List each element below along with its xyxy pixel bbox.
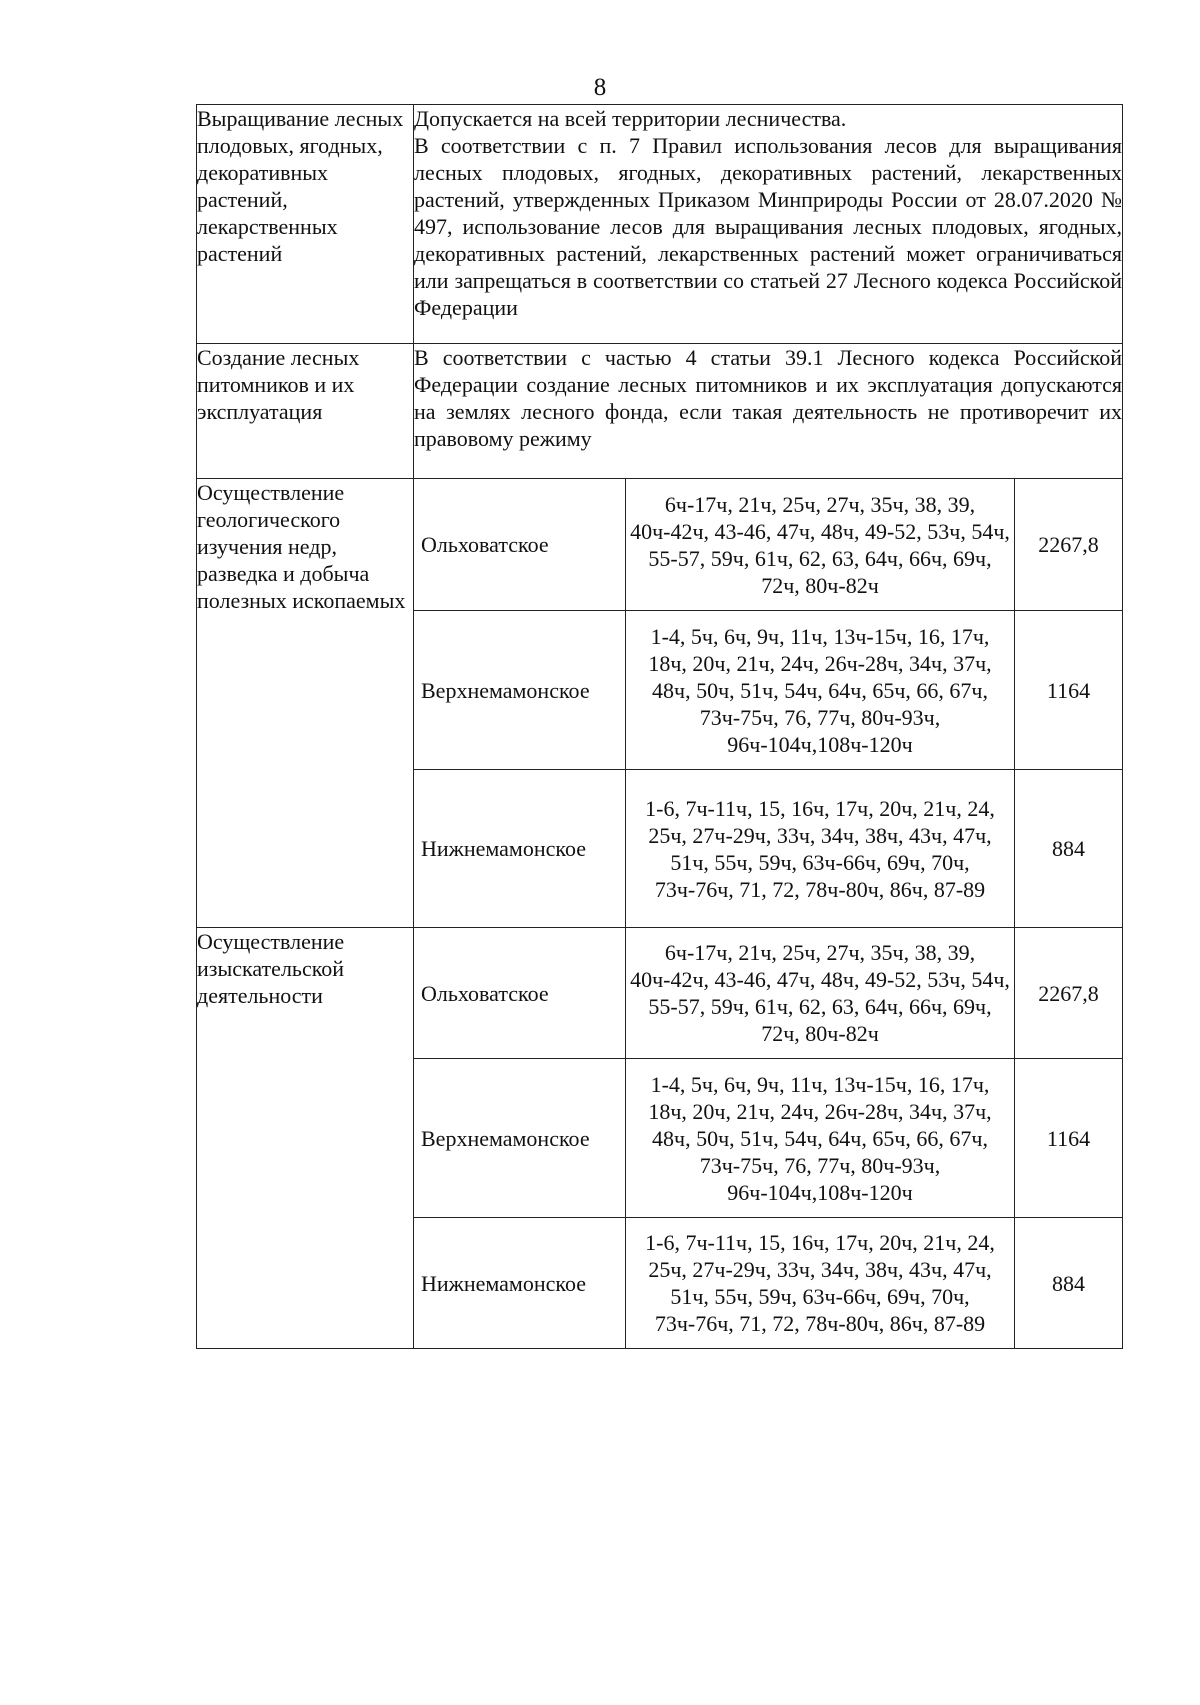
quarters-list: 1-4, 5ч, 6ч, 9ч, 11ч, 13ч-15ч, 16, 17ч, 18ч, 20ч, 21ч, 24ч, 26ч-28ч, 34ч, 37ч, 48ч, 50ч, 51ч, 54ч, 64ч, 65ч, 66, 67ч, 73ч-75ч, 76, 77ч, 80ч-93ч, 96ч-104ч,108ч-120ч — [626, 1059, 1015, 1218]
activity-cell: Создание лесных питомников и их эксплуатация — [197, 344, 414, 479]
conditions-cell — [414, 344, 1123, 479]
quarters-list: 6ч-17ч, 21ч, 25ч, 27ч, 35ч, 38, 39, 40ч-42ч, 43-46, 47ч, 48ч, 49-52, 53ч, 54ч, 55-57, 59ч, 61ч, 62, 63, 64ч, 66ч, 69ч, 72ч, 80ч-82ч — [626, 928, 1015, 1059]
table-row — [197, 928, 1123, 1059]
conditions-line: Допускается на всей территории лесничества. — [414, 106, 847, 131]
forestry-name: Ольховатское — [414, 479, 626, 611]
table-row — [197, 344, 1123, 479]
conditions-cell — [414, 105, 1123, 344]
quarters-list: 6ч-17ч, 21ч, 25ч, 27ч, 35ч, 38, 39, 40ч-42ч, 43-46, 47ч, 48ч, 49-52, 53ч, 54ч, 55-57, 59ч, 61ч, 62, 63, 64ч, 66ч, 69ч, 72ч, 80ч-82ч — [626, 479, 1015, 611]
table-row — [197, 105, 1123, 344]
activity-cell: Осуществление геологического изучения недр, разведка и добыча полезных ископаемых — [197, 479, 414, 928]
activity-cell: Осуществление изыскательской деятельности — [197, 928, 414, 1349]
conditions-line: В соответствии с частью 4 статьи 39.1 Лесного кодекса Российской Федерации создание лесных питомников и их эксплуатация допускаются на землях лесного фонда, если такая деятельность не противоречит их правовому режиму — [414, 345, 1123, 451]
area-value: 884 — [1015, 1218, 1123, 1349]
conditions-line: В соответствии с п. 7 Правил использования лесов для выращивания лесных плодовых, ягодных, декоративных растений, лекарственных растений, утвержденных Приказом Минприроды России от 28.07.2020 № 497, использование лесов для выращивания лесных плодовых, ягодных, декоративных растений, лекарственных растений может ограничиваться или запрещаться в соответствии со статьей 27 Лесного кодекса Российской Федерации — [414, 133, 1123, 320]
page-number: 8 — [593, 74, 607, 101]
forestry-name: Верхнемамонское — [414, 611, 626, 770]
forestry-name: Ольховатское — [414, 928, 626, 1059]
forestry-name: Верхнемамонское — [414, 1059, 626, 1218]
forest-use-table — [196, 104, 1123, 1349]
quarters-list: 1-6, 7ч-11ч, 15, 16ч, 17ч, 20ч, 21ч, 24, 25ч, 27ч-29ч, 33ч, 34ч, 38ч, 43ч, 47ч, 51ч, 55ч, 59ч, 63ч-66ч, 69ч, 70ч, 73ч-76ч, 71, 72, 78ч-80ч, 86ч, 87-89 — [626, 770, 1015, 928]
forestry-name: Нижнемамонское — [414, 770, 626, 928]
area-value: 884 — [1015, 770, 1123, 928]
area-value: 1164 — [1015, 1059, 1123, 1218]
area-value: 2267,8 — [1015, 479, 1123, 611]
quarters-list: 1-4, 5ч, 6ч, 9ч, 11ч, 13ч-15ч, 16, 17ч, 18ч, 20ч, 21ч, 24ч, 26ч-28ч, 34ч, 37ч, 48ч, 50ч, 51ч, 54ч, 64ч, 65ч, 66, 67ч, 73ч-75ч, 76, 77ч, 80ч-93ч, 96ч-104ч,108ч-120ч — [626, 611, 1015, 770]
area-value: 2267,8 — [1015, 928, 1123, 1059]
quarters-list: 1-6, 7ч-11ч, 15, 16ч, 17ч, 20ч, 21ч, 24, 25ч, 27ч-29ч, 33ч, 34ч, 38ч, 43ч, 47ч, 51ч, 55ч, 59ч, 63ч-66ч, 69ч, 70ч, 73ч-76ч, 71, 72, 78ч-80ч, 86ч, 87-89 — [626, 1218, 1015, 1349]
activity-cell: Выращивание лесных плодовых, ягодных, декоративных растений, лекарственных растений — [197, 105, 414, 344]
forestry-name: Нижнемамонское — [414, 1218, 626, 1349]
area-value: 1164 — [1015, 611, 1123, 770]
table-row — [197, 479, 1123, 611]
